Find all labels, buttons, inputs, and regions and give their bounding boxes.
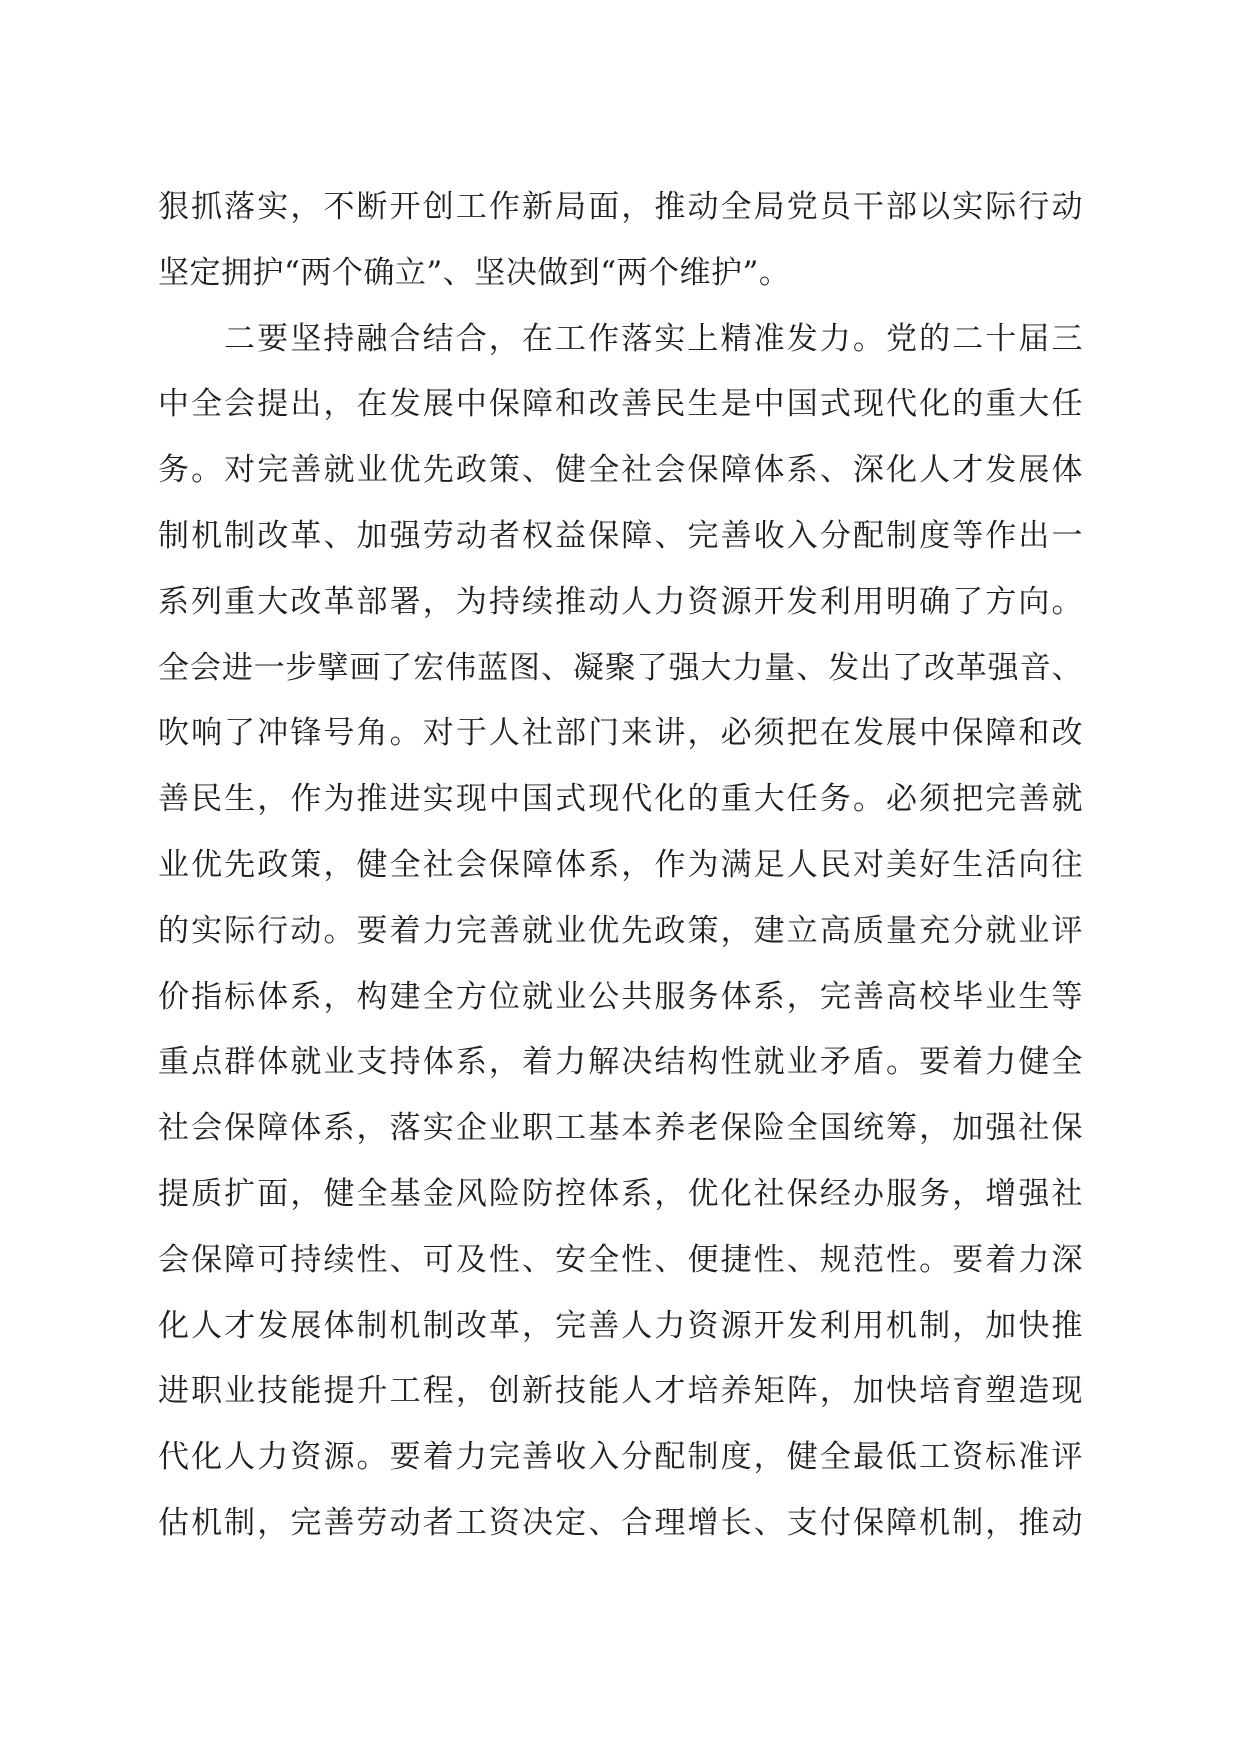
text-line: 的实际行动。要着力完善就业优先政策，建立高质量充分就业评 <box>158 912 1083 949</box>
body-text <box>158 187 1083 1569</box>
paragraph-first-line: 二要坚持融合结合，在工作落实上精准发力。党的二十届三 <box>224 320 1083 357</box>
text-line: 狠抓落实，不断开创工作新局面，推动全局党员干部以实际行动 <box>158 189 1083 225</box>
text-line: 全会进一步擘画了宏伟蓝图、凝聚了强大力量、发出了改革强音、 <box>158 649 1083 686</box>
text-line: 坚定拥护“两个确立”、坚决做到“两个维护”。 <box>158 254 791 291</box>
text-line: 提质扩面，健全基金风险防控体系，优化社保经办服务，增强社 <box>158 1175 1083 1212</box>
text-line: 进职业技能提升工程，创新技能人才培养矩阵，加快培育塑造现 <box>158 1373 1083 1410</box>
text-line: 业优先政策，健全社会保障体系，作为满足人民对美好生活向往 <box>158 846 1083 883</box>
text-line: 会保障可持续性、可及性、安全性、便捷性、规范性。要着力深 <box>158 1241 1083 1278</box>
text-line: 化人才发展体制机制改革，完善人力资源开发利用机制，加快推 <box>158 1307 1083 1344</box>
text-line: 估机制，完善劳动者工资决定、合理增长、支付保障机制，推动 <box>158 1504 1083 1541</box>
text-line: 吹响了冲锋号角。对于人社部门来讲，必须把在发展中保障和改 <box>158 715 1083 752</box>
text-line: 代化人力资源。要着力完善收入分配制度，健全最低工资标准评 <box>158 1439 1083 1476</box>
text-line: 重点群体就业支持体系，着力解决结构性就业矛盾。要着力健全 <box>158 1044 1083 1081</box>
text-line: 务。对完善就业优先政策、健全社会保障体系、深化人才发展体 <box>158 452 1083 489</box>
text-line: 社会保障体系，落实企业职工基本养老保险全国统筹，加强社保 <box>158 1110 1083 1147</box>
text-line: 制机制改革、加强劳动者权益保障、完善收入分配制度等作出一 <box>158 517 1083 554</box>
text-line: 系列重大改革部署，为持续推动人力资源开发利用明确了方向。 <box>158 583 1083 620</box>
text-line: 善民生，作为推进实现中国式现代化的重大任务。必须把完善就 <box>158 781 1083 818</box>
text-line: 价指标体系，构建全方位就业公共服务体系，完善高校毕业生等 <box>158 978 1083 1015</box>
text-line: 中全会提出，在发展中保障和改善民生是中国式现代化的重大任 <box>158 386 1083 423</box>
